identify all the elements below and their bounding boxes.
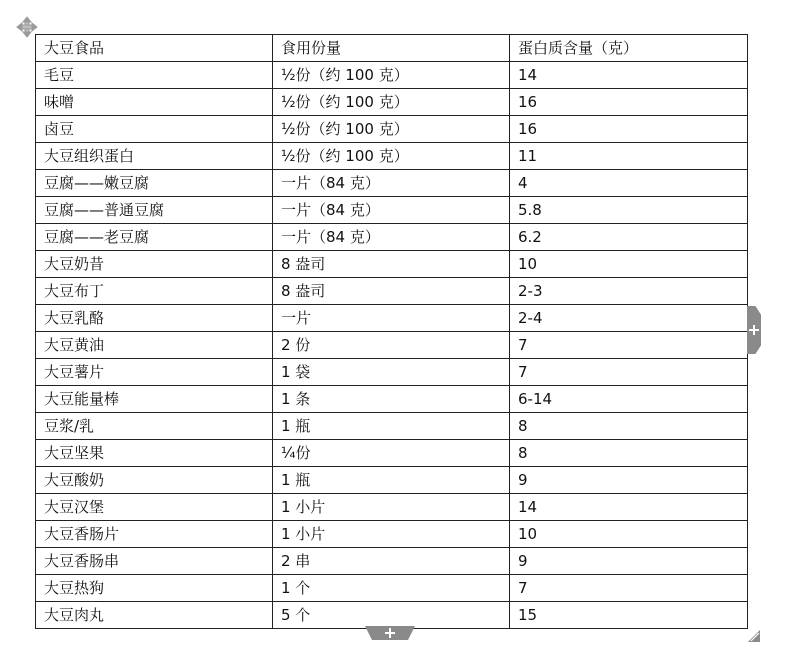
protein-cell[interactable]: 16 <box>510 89 748 116</box>
serving-cell[interactable]: ¼份 <box>273 440 510 467</box>
food-cell[interactable]: 大豆黄油 <box>36 332 273 359</box>
food-cell[interactable]: 豆腐——嫩豆腐 <box>36 170 273 197</box>
food-cell[interactable]: 大豆奶昔 <box>36 251 273 278</box>
serving-cell[interactable]: 2 份 <box>273 332 510 359</box>
table-resize-handle[interactable] <box>748 627 760 639</box>
protein-cell[interactable]: 8 <box>510 413 748 440</box>
table-row <box>36 521 748 548</box>
protein-cell[interactable]: 2-3 <box>510 278 748 305</box>
serving-cell[interactable]: 1 袋 <box>273 359 510 386</box>
food-cell[interactable]: 味噌 <box>36 89 273 116</box>
diagonal-resize-icon <box>748 630 760 642</box>
plus-icon <box>749 325 759 335</box>
food-cell[interactable]: 大豆香肠片 <box>36 521 273 548</box>
serving-cell[interactable]: 8 盎司 <box>273 278 510 305</box>
serving-cell[interactable]: 一片（84 克） <box>273 197 510 224</box>
protein-cell[interactable]: 10 <box>510 521 748 548</box>
table-row <box>36 224 748 251</box>
protein-cell[interactable]: 8 <box>510 440 748 467</box>
protein-cell[interactable]: 14 <box>510 62 748 89</box>
protein-cell[interactable]: 4 <box>510 170 748 197</box>
food-cell[interactable]: 大豆乳酪 <box>36 305 273 332</box>
food-cell[interactable]: 大豆热狗 <box>36 575 273 602</box>
food-cell[interactable]: 豆腐——老豆腐 <box>36 224 273 251</box>
protein-cell[interactable]: 5.8 <box>510 197 748 224</box>
table-row <box>36 143 748 170</box>
table-row <box>36 89 748 116</box>
header-cell-serving[interactable]: 食用份量 <box>273 35 510 62</box>
protein-cell[interactable]: 15 <box>510 602 748 629</box>
food-cell[interactable]: 大豆布丁 <box>36 278 273 305</box>
soy-protein-table <box>35 34 748 629</box>
table-row <box>36 62 748 89</box>
food-cell[interactable]: 大豆能量棒 <box>36 386 273 413</box>
food-cell[interactable]: 豆浆/乳 <box>36 413 273 440</box>
food-cell[interactable]: 大豆肉丸 <box>36 602 273 629</box>
serving-cell[interactable]: 1 小片 <box>273 494 510 521</box>
plus-icon <box>385 628 395 638</box>
table-row <box>36 278 748 305</box>
table-row <box>36 116 748 143</box>
table-row <box>36 548 748 575</box>
food-cell[interactable]: 大豆香肠串 <box>36 548 273 575</box>
serving-cell[interactable]: ½份（约 100 克） <box>273 62 510 89</box>
protein-cell[interactable]: 9 <box>510 548 748 575</box>
serving-cell[interactable]: 1 小片 <box>273 521 510 548</box>
add-row-button[interactable] <box>365 626 415 640</box>
protein-cell[interactable]: 7 <box>510 332 748 359</box>
food-cell[interactable]: 大豆酸奶 <box>36 467 273 494</box>
table-row <box>36 359 748 386</box>
food-cell[interactable]: 豆腐——普通豆腐 <box>36 197 273 224</box>
protein-cell[interactable]: 10 <box>510 251 748 278</box>
food-cell[interactable]: 毛豆 <box>36 62 273 89</box>
serving-cell[interactable]: 1 条 <box>273 386 510 413</box>
protein-cell[interactable]: 14 <box>510 494 748 521</box>
serving-cell[interactable]: ½份（约 100 克） <box>273 89 510 116</box>
table-row <box>36 602 748 629</box>
table-row <box>36 494 748 521</box>
protein-cell[interactable]: 6.2 <box>510 224 748 251</box>
protein-cell[interactable]: 11 <box>510 143 748 170</box>
food-cell[interactable]: 卤豆 <box>36 116 273 143</box>
serving-cell[interactable]: 1 瓶 <box>273 413 510 440</box>
table-row <box>36 386 748 413</box>
serving-cell[interactable]: ½份（约 100 克） <box>273 143 510 170</box>
table-row <box>36 251 748 278</box>
food-cell[interactable]: 大豆薯片 <box>36 359 273 386</box>
protein-cell[interactable]: 16 <box>510 116 748 143</box>
food-cell[interactable]: 大豆汉堡 <box>36 494 273 521</box>
serving-cell[interactable]: 1 瓶 <box>273 467 510 494</box>
table-row <box>36 440 748 467</box>
protein-cell[interactable]: 2-4 <box>510 305 748 332</box>
table-row <box>36 575 748 602</box>
serving-cell[interactable]: 1 个 <box>273 575 510 602</box>
serving-cell[interactable]: ½份（约 100 克） <box>273 116 510 143</box>
table-row <box>36 467 748 494</box>
header-cell-food[interactable]: 大豆食品 <box>36 35 273 62</box>
serving-cell[interactable]: 一片（84 克） <box>273 170 510 197</box>
table-row <box>36 413 748 440</box>
serving-cell[interactable]: 2 串 <box>273 548 510 575</box>
serving-cell[interactable]: 一片 <box>273 305 510 332</box>
serving-cell[interactable]: 5 个 <box>273 602 510 629</box>
protein-cell[interactable]: 9 <box>510 467 748 494</box>
header-cell-protein[interactable]: 蛋白质含量（克） <box>510 35 748 62</box>
serving-cell[interactable]: 一片（84 克） <box>273 224 510 251</box>
add-column-button[interactable] <box>747 306 761 354</box>
protein-cell[interactable]: 6-14 <box>510 386 748 413</box>
table-row <box>36 170 748 197</box>
table-header-row <box>36 35 748 62</box>
table-row <box>36 197 748 224</box>
food-cell[interactable]: 大豆坚果 <box>36 440 273 467</box>
food-cell[interactable]: 大豆组织蛋白 <box>36 143 273 170</box>
table-row <box>36 332 748 359</box>
protein-cell[interactable]: 7 <box>510 575 748 602</box>
protein-cell[interactable]: 7 <box>510 359 748 386</box>
table-row <box>36 305 748 332</box>
serving-cell[interactable]: 8 盎司 <box>273 251 510 278</box>
